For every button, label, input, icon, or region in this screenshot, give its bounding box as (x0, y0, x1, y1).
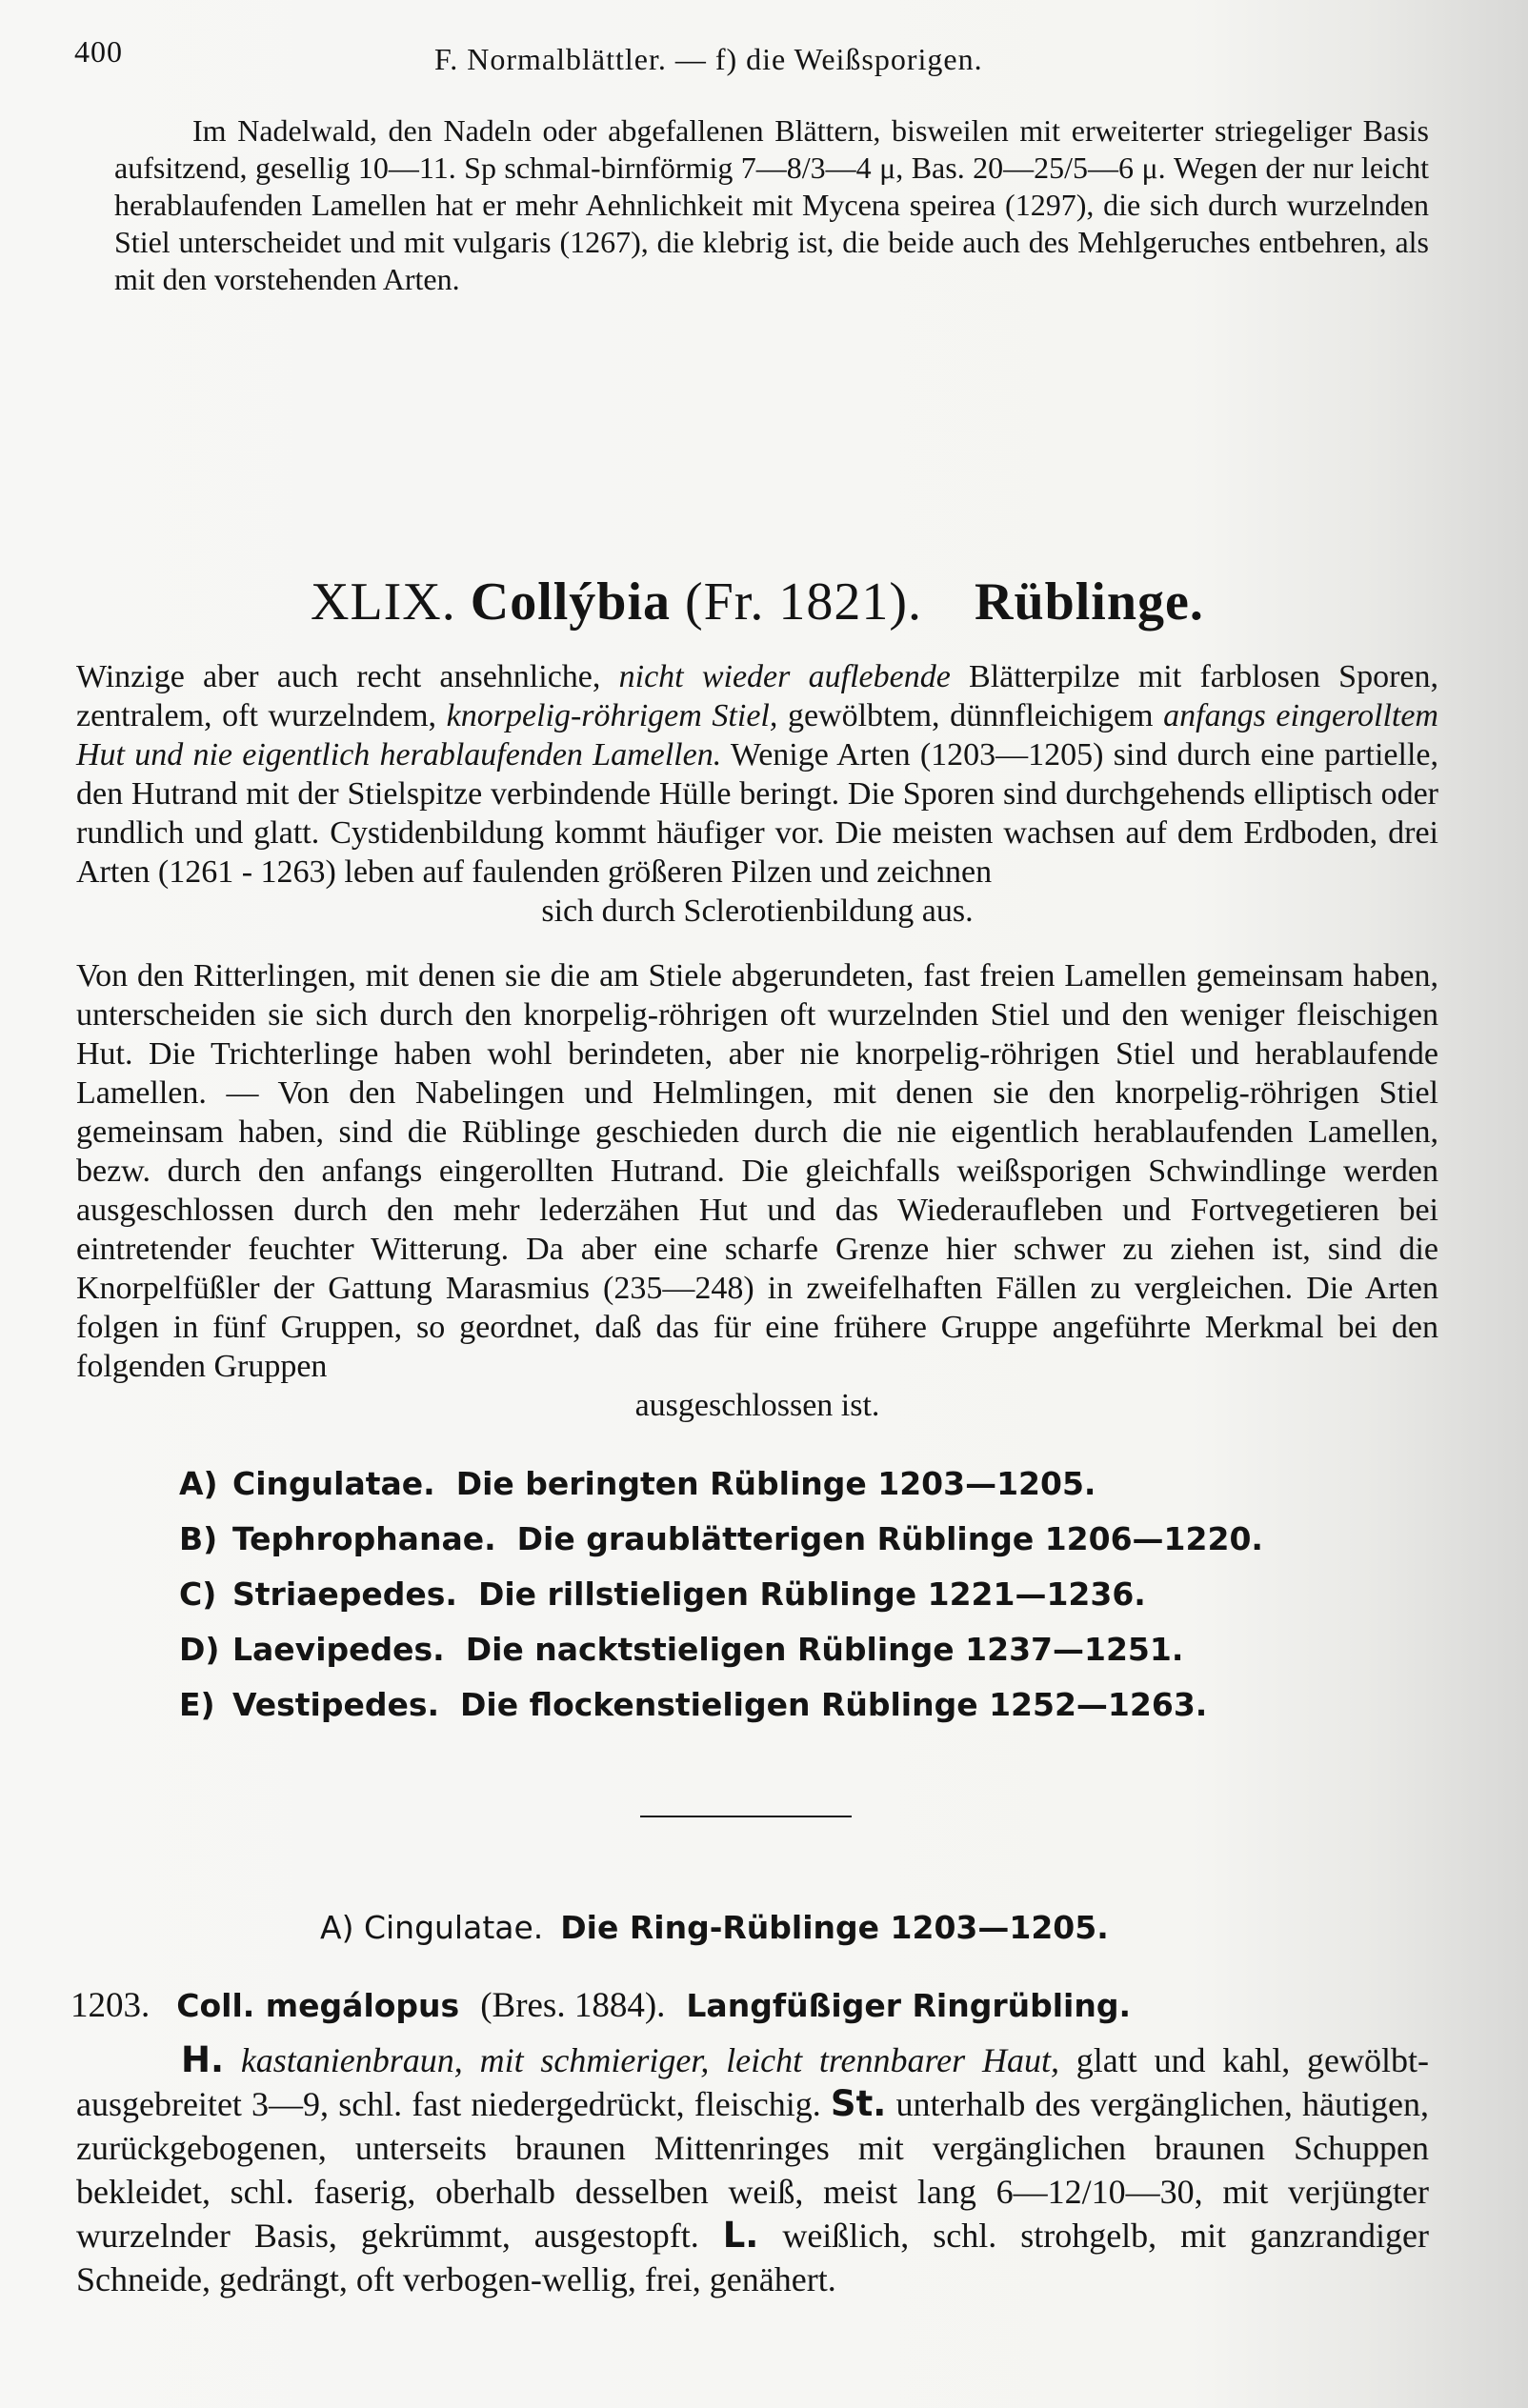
group-item (179, 1465, 1322, 1520)
group-desc: Die graublätterigen Rüblinge 1206—1220. (516, 1520, 1263, 1557)
genus-authority: (Fr. 1821). (685, 572, 923, 632)
group-item (179, 1631, 1322, 1686)
group-item (179, 1520, 1322, 1575)
description-paragraph-1-end: sich durch Sclerotienbildung aus. (541, 893, 974, 929)
group-letter: D) (179, 1631, 220, 1668)
species-authority: (Bres. 1884). (480, 1986, 666, 2025)
genus-number: XLIX. (311, 572, 456, 632)
group-name: Striaepedes. (232, 1575, 457, 1613)
description-paragraph-2-end: ausgeschlossen ist. (634, 1388, 880, 1423)
group-name: Tephrophanae. (232, 1520, 496, 1557)
italic-run: nicht wieder auflebende (618, 659, 951, 694)
group-desc: Die rillstieligen Rüblinge 1221—1236. (477, 1575, 1146, 1613)
species-german-name: Langfüßiger Ringrübling. (686, 1987, 1131, 2024)
group-item (179, 1575, 1322, 1631)
genus-comparison (76, 956, 1438, 1425)
species-description (76, 2038, 1429, 2301)
section-divider (640, 1816, 852, 1817)
description-paragraph-1 (76, 657, 1438, 892)
species-name: Coll. megálopus (176, 1987, 460, 2024)
group-letter: B) (179, 1520, 218, 1557)
genus-description (76, 657, 1438, 931)
page-number: 400 (74, 34, 123, 69)
text-run: Blätterpilze mit farblosen Sporen, zentralem, oft wurzelndem, (76, 659, 1439, 733)
group-desc: Die beringten Rüblinge 1203—1205. (455, 1465, 1096, 1502)
text-run: weißlich, schl. strohgelb, mit ganzrandiger Schneide, gedrängt, oft verbogen-wellig, frei, genähert. (76, 2217, 1429, 2298)
group-letter: A) (179, 1465, 218, 1502)
group-desc: Die nacktstieligen Rüblinge 1237—1251. (465, 1631, 1184, 1668)
running-title: F. Normalblättler. — f) die Weißsporigen. (434, 42, 983, 76)
subgroup-desc: Die Ring-Rüblinge 1203—1205. (560, 1909, 1109, 1946)
gills-label: L. (722, 2215, 759, 2256)
italic-run: kastanienbraun, mit schmieriger, leicht trennbarer Haut, (240, 2041, 1059, 2079)
group-name: Cingulatae. (232, 1465, 435, 1502)
group-item (179, 1686, 1322, 1741)
hat-label: H. (181, 2039, 225, 2080)
text-run: Winzige aber auch recht ansehnliche, (76, 659, 619, 694)
subgroup-name: A) Cingulatae. (320, 1909, 544, 1946)
description-paragraph-2: Von den Ritterlingen, mit denen sie die am Stiele abgerundeten, fast freien Lamellen gemeinsam haben, unterscheiden sie sich durch den knorpelig-röhrigen oft wurzelnden Stiel und den weniger fleischigen Hut. Die Trichterlinge haben wohl berindeten, aber nie knorpelig-röhrigen Stiel und herablaufende Lamellen. — Von den Nabelingen und Helmlingen, mit denen sie den knorpelig-röhrigen Stiel gemeinsam haben, sind die Rüblinge geschieden durch die nie eigentlich herablaufenden Lamellen, bezw. durch den anfangs eingerollten Hutrand. Die gleichfalls weißsporigen Schwindlinge werden ausgeschlossen durch den mehr lederzähen Hut und das Wiederaufleben und Fortvegetieren bei eintretender feuchter Witterung. Da aber eine scharfe Grenze hier schwer zu ziehen ist, sind die Knorpelfüßler der Gattung Marasmius (235—248) in zweifelhaften Fällen zu vergleichen. Die Arten folgen in fünf Gruppen, so geordnet, daß das für eine frühere Gruppe angeführte Merkmal bei den folgenden Gruppen (76, 958, 1438, 1384)
genus-german-name: Rüblinge. (975, 572, 1204, 632)
genus-title (311, 572, 1263, 632)
italic-run: knorpelig-röhrigem Stiel, (446, 698, 778, 733)
text-run: Wenige Arten (1203—1205) sind durch eine partielle, den Hutrand mit der Stielspitze verbindende Hülle beringt. Die Sporen sind durchgehends elliptisch oder rundlich und glatt. Cystidenbildung kommt häufiger vor. Die meisten wachsen auf dem Erdboden, drei Arten (1261 - 1263) leben auf faulenden größeren Pilzen und zeichnen (76, 737, 1438, 890)
stem-label: St. (830, 2083, 887, 2124)
species-heading (70, 1985, 1423, 2026)
group-letter: E) (179, 1686, 215, 1723)
intro-paragraph (114, 112, 1429, 298)
species-entry (76, 2038, 1429, 2301)
group-letter: C) (179, 1575, 217, 1613)
group-list (179, 1465, 1322, 1741)
subgroup-heading (320, 1909, 1273, 1946)
italic-run: anfangs eingerolltem Hut und nie eigentlich herablaufenden Lamellen. (76, 698, 1438, 773)
intro-text: Im Nadelwald, den Nadeln oder abgefallenen Blättern, bisweilen mit erweiterter striegeliger Basis aufsitzend, gesellig 10—11. Sp schmal-birnförmig 7—8/3—4 μ, Bas. 20—25/5—6 μ. Wegen der nur leicht herablaufenden Lamellen hat er mehr Aehnlichkeit mit Mycena speirea (1297), die sich durch wurzelnden Stiel unterscheidet und mit vulgaris (1267), die klebrig ist, die beide auch des Mehlgeruches entbehren, als mit den vorstehenden Arten. (114, 113, 1429, 296)
genus-name: Collýbia (470, 572, 672, 632)
text-run: glatt und kahl, gewölbt-ausgebreitet 3—9, schl. fast niedergedrückt, fleischig. (76, 2041, 1429, 2123)
group-name: Laevipedes. (232, 1631, 445, 1668)
text-run: gewölbtem, dünnfleichigem (777, 698, 1164, 733)
group-name: Vestipedes. (232, 1686, 440, 1723)
species-number: 1203. (70, 1986, 151, 2025)
text-run: unterhalb des vergänglichen, häutigen, zurückgebogenen, unterseits braunen Mittenringes mit vergänglichen braunen Schuppen bekleidet, schl. faserig, oberhalb desselben weiß, meist lang 6—12/10—30, mit verjüngter wurzelnder Basis, gekrümmt, ausgestopft. (76, 2085, 1430, 2255)
group-desc: Die flockenstieligen Rüblinge 1252—1263. (460, 1686, 1208, 1723)
